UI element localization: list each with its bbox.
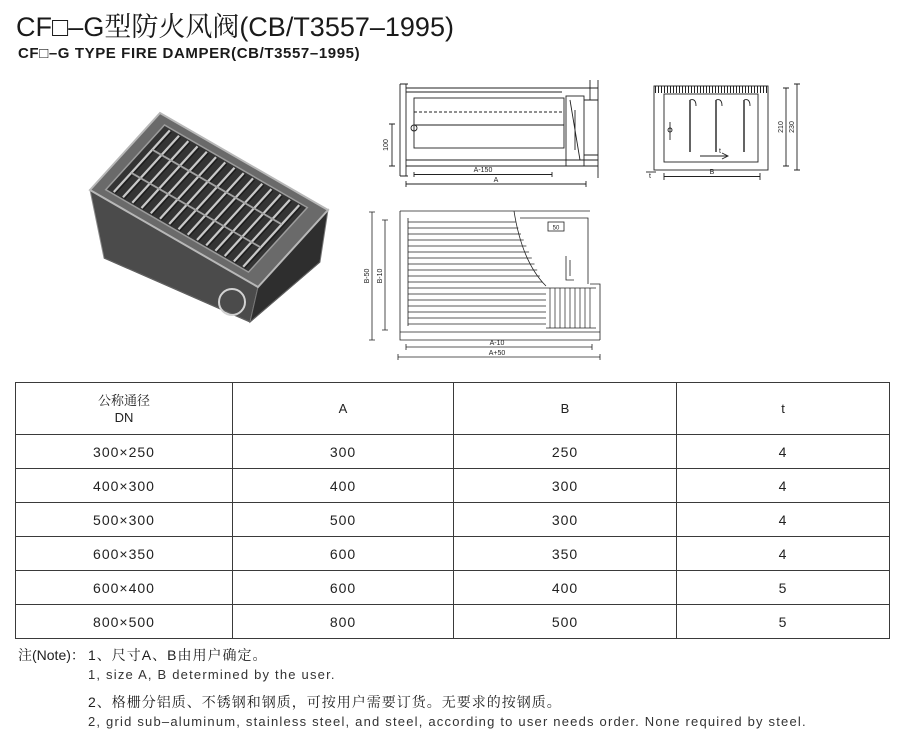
page-title: CF□–G型防火风阀(CB/T3557–1995) <box>16 12 454 42</box>
plan-view-inner-width-label: B-10 <box>377 268 384 284</box>
plan-view-drawing <box>369 211 600 360</box>
note-item <box>88 646 807 684</box>
note-item <box>88 693 807 731</box>
note-text-zh: 1、尺寸A、B由用户确定。 <box>88 647 268 663</box>
side-view-height-label: 100 <box>383 139 390 151</box>
note-text-zh: 2、格栅分铝质、不锈钢和钢质，可按用户需要订货。无要求的按钢质。 <box>88 694 562 710</box>
plan-view-outer-width-label: B-50 <box>364 268 371 284</box>
cell-b: 300 <box>454 469 677 503</box>
table-header-row <box>16 383 890 435</box>
cell-a: 800 <box>233 605 454 639</box>
cell-dn: 600×350 <box>16 537 233 571</box>
cell-b: 250 <box>454 435 677 469</box>
header-dn <box>16 383 233 435</box>
header-dn-en: DN <box>114 409 134 425</box>
spec-table <box>15 382 890 639</box>
plan-view-offset-label: 50 <box>552 225 560 232</box>
cell-b: 400 <box>454 571 677 605</box>
notes <box>18 646 807 731</box>
side-view-inner-length-label: A-150 <box>473 167 493 174</box>
table-row <box>16 537 890 571</box>
end-view-width-label: B <box>709 169 715 176</box>
table-row <box>16 571 890 605</box>
table-row <box>16 435 890 469</box>
end-view-drawing <box>646 84 800 180</box>
table-row <box>16 469 890 503</box>
cell-a: 300 <box>233 435 454 469</box>
cell-a: 600 <box>233 571 454 605</box>
end-view-thickness-label-left: t <box>649 173 651 180</box>
cell-dn: 600×400 <box>16 571 233 605</box>
cell-dn: 500×300 <box>16 503 233 537</box>
damper-photo <box>80 100 345 330</box>
header-dn-zh: 公称通径 <box>97 392 150 408</box>
cell-t: 5 <box>677 605 890 639</box>
cell-a: 500 <box>233 503 454 537</box>
cell-b: 350 <box>454 537 677 571</box>
note-text-en: 1, size A, B determined by the user. <box>88 667 336 682</box>
end-view-thickness-label: t <box>719 148 721 155</box>
note-text-en: 2, grid sub–aluminum, stainless steel, and steel, according to user needs order. None required by steel. <box>88 714 807 729</box>
side-view-length-label: A <box>493 177 499 184</box>
cell-t: 4 <box>677 537 890 571</box>
cell-t: 4 <box>677 469 890 503</box>
side-view-drawing <box>389 80 598 187</box>
cell-a: 400 <box>233 469 454 503</box>
cell-t: 4 <box>677 435 890 469</box>
cell-a: 600 <box>233 537 454 571</box>
cell-t: 5 <box>677 571 890 605</box>
table-row <box>16 503 890 537</box>
cell-dn: 300×250 <box>16 435 233 469</box>
end-view-outer-height-label: 230 <box>789 121 796 133</box>
table-row <box>16 605 890 639</box>
header-b: B <box>454 383 677 435</box>
cell-dn: 400×300 <box>16 469 233 503</box>
cell-t: 4 <box>677 503 890 537</box>
notes-prefix: 注(Note)： <box>18 647 85 663</box>
header-a: A <box>233 383 454 435</box>
notes-items <box>88 646 807 731</box>
page-subtitle: CF□–G TYPE FIRE DAMPER(CB/T3557–1995) <box>18 45 361 62</box>
technical-drawings <box>360 72 810 368</box>
header-t: t <box>677 383 890 435</box>
cell-dn: 800×500 <box>16 605 233 639</box>
end-view-inner-height-label: 210 <box>778 121 785 133</box>
plan-view-outer-length-label: A+50 <box>488 350 506 357</box>
cell-b: 500 <box>454 605 677 639</box>
plan-view-inner-length-label: A-10 <box>489 340 505 347</box>
cell-b: 300 <box>454 503 677 537</box>
